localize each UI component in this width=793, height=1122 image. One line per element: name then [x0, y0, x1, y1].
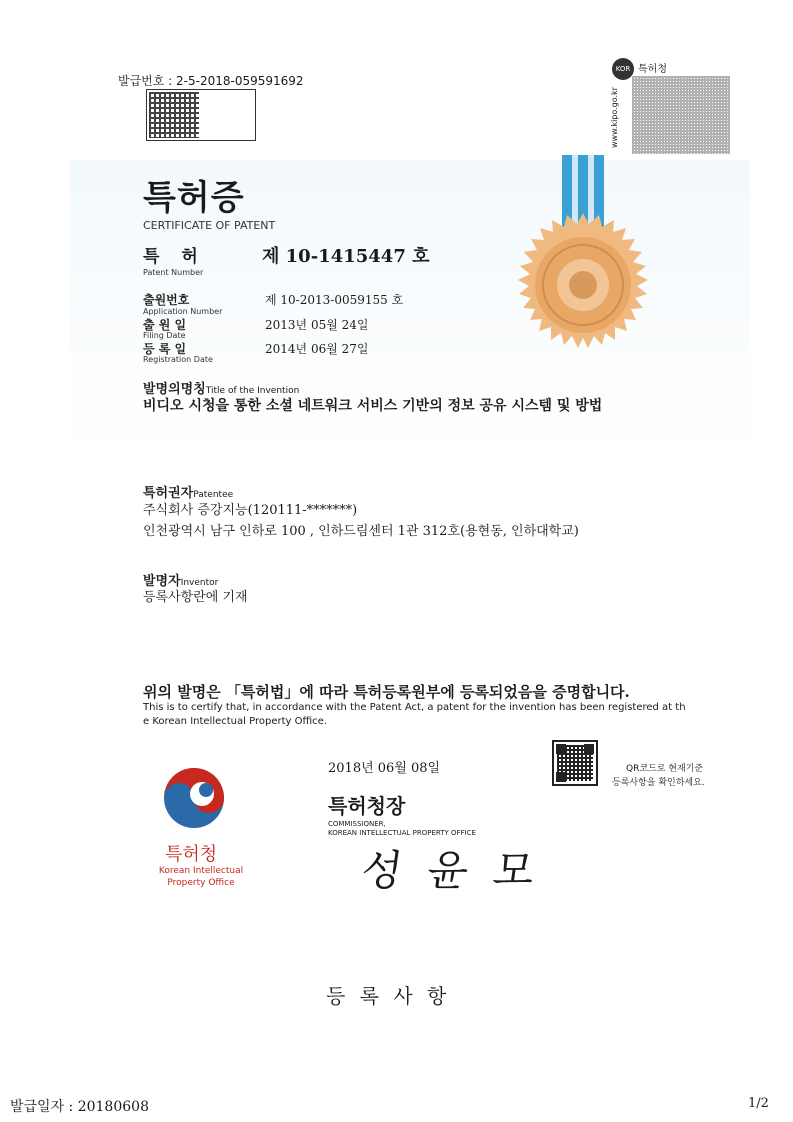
filing-label-en: Filing Date [143, 331, 186, 340]
filing-date: 2013년 05월 24일 [265, 318, 369, 332]
footer-issue-date: 발급일자 : 20180608 [10, 1099, 149, 1115]
certificate-subtitle: CERTIFICATE OF PATENT [143, 219, 276, 232]
inventor-value: 등록사항란에 기재 [143, 590, 248, 605]
commissioner-title: 특허청장 [328, 794, 406, 818]
certificate-title: 특허증 [143, 178, 245, 218]
qr-finder-tl [556, 744, 566, 754]
certification-statement-en-2: e Korean Intellectual Property Office. [143, 716, 327, 727]
patentee-address: 인천광역시 남구 인하로 100 , 인하드림센터 1관 312호(용현동, 인하대학교) [143, 524, 579, 539]
qr-finder-bl [556, 772, 566, 782]
application-number: 제 10-2013-0059155 호 [265, 293, 404, 307]
inventor-label-en: Inventor [180, 578, 219, 588]
issuance-date: 2018년 06월 08일 [328, 761, 441, 776]
application-label: 출원번호 [143, 293, 190, 307]
barcode-pattern [149, 92, 199, 138]
qr-finder-tr [584, 744, 594, 754]
kipo-logo [158, 764, 238, 834]
footer-page-number: 1/2 [748, 1096, 769, 1111]
logo-name-ko: 특허청 [165, 844, 218, 865]
barcode-box [146, 89, 256, 141]
registration-matters-heading: 등 록 사 항 [326, 984, 451, 1008]
invention-label-en: Title of the Invention [205, 386, 300, 396]
inventor-label-ko: 발명자 [143, 574, 181, 589]
kipo-logo-mark [158, 764, 238, 834]
kipo-office-mark: 특허청 [638, 64, 667, 75]
kipo-url: www.kipo.go.kr [610, 87, 619, 148]
registration-label: 등 록 일 [143, 342, 187, 356]
qr-note-2: 등록사항을 확인하세요. [612, 778, 705, 788]
registration-date: 2014년 06월 27일 [265, 342, 369, 356]
invention-label-ko: 발명의명칭 [143, 382, 206, 397]
certification-statement-en-1: This is to certify that, in accordance with the Patent Act, a patent for the invention has been registered at th [143, 702, 686, 713]
logo-name-en-1: Korean Intellectual [158, 866, 244, 876]
filing-label: 출 원 일 [143, 318, 187, 332]
commissioner-signature: 성 윤 모 [358, 846, 544, 895]
issue-number: 발급번호 : 2-5-2018-059591692 [118, 74, 304, 88]
registration-label-en: Registration Date [143, 355, 213, 364]
patentee-label-ko: 특허권자 [143, 486, 194, 501]
qr-note-1: QR코드로 현재기준 [626, 764, 704, 774]
certification-statement-ko: 위의 발명은 「특허법」에 따라 특허등록원부에 등록되었음을 증명합니다. [143, 683, 630, 701]
kor-badge: KOR [612, 58, 634, 80]
qr-code[interactable] [552, 740, 598, 786]
commissioner-en-2: KOREAN INTELLECTUAL PROPERTY OFFICE [328, 829, 476, 837]
patent-label: 특 허 [143, 247, 206, 267]
gold-seal [508, 155, 658, 365]
application-label-en: Application Number [143, 307, 223, 316]
patent-label-en: Patent Number [143, 268, 204, 277]
seal-graphic [508, 155, 658, 365]
patent-number: 제 10-1415447 호 [262, 246, 430, 267]
logo-name-en-2: Property Office [167, 878, 235, 888]
patentee-label-en: Patentee [193, 490, 234, 500]
invention-title: 비디오 시청을 통한 소셜 네트워크 서비스 기반의 정보 공유 시스템 및 방법 [143, 398, 603, 414]
kipo-security-pattern [632, 76, 730, 154]
patentee-name: 주식회사 증강지능(120111-*******) [143, 503, 358, 518]
kipo-stamp [612, 58, 732, 156]
commissioner-en-1: COMMISSIONER, [328, 820, 386, 828]
